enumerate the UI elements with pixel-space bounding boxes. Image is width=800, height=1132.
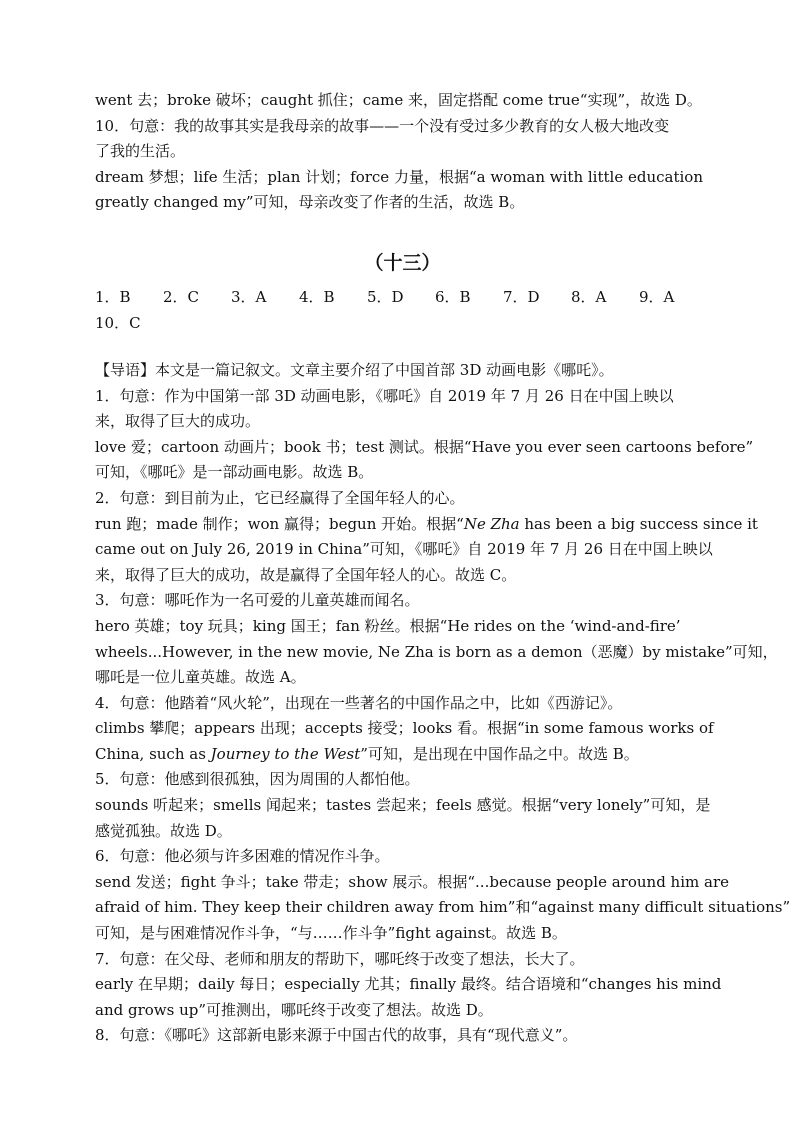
top-paragraph — [95, 88, 710, 216]
text-run: has been a big success since it — [519, 514, 758, 533]
text-line: afraid of him. They keep their children away from him”和“against many difficult situations” — [95, 898, 791, 917]
answer-item: 9．A — [639, 287, 675, 306]
answer-item: 8．A — [571, 287, 607, 306]
text-line: sounds 听起来；smells 闻起来；tastes 尝起来；feels 感觉。根据“very lonely”可知，是 — [95, 796, 711, 815]
text-line: and grows up”可推测出，哪吒终于改变了想法。故选 D。 — [95, 1000, 493, 1019]
text-line: 哪吒是一位儿童英雄。故选 A。 — [95, 668, 306, 687]
text-line: 1．句意：作为中国第一部 3D 动画电影，《哪吒》自 2019 年 7 月 26 日在中国上映以 — [95, 386, 674, 405]
answer-item: 5．D — [367, 287, 404, 306]
answer-item: 10．C — [95, 313, 141, 332]
text-line: 8．句意：《哪吒》这部新电影来源于中国古代的故事，具有“现代意义”。 — [95, 1026, 578, 1045]
text-line: hero 英雄；toy 玩具；king 国王；fan 粉丝。根据“He rides on the ‘wind-and-fire’ — [95, 616, 681, 635]
text-line: dream 梦想；life 生活；plan 计划；force 力量，根据“a woman with little education — [95, 167, 703, 186]
text-line: wheels...However, in the new movie, Ne Zha is born as a demon（恶魔）by mistake”可知， — [95, 642, 778, 661]
document-page — [95, 88, 791, 1049]
text-line: 2．句意：到目前为止，它已经赢得了全国年轻人的心。 — [95, 488, 465, 507]
text-line: send 发送；fight 争斗；take 带走；show 展示。根据“...because people around him are — [95, 872, 730, 891]
text-line: 可知，《哪吒》是一部动画电影。故选 B。 — [95, 463, 374, 482]
text-line: 4．句意：他踏着“风火轮”，出现在一些著名的中国作品之中，比如《西游记》。 — [95, 693, 623, 712]
italic-title: Journey to the West — [210, 744, 361, 763]
answer-item: 4．B — [299, 287, 335, 306]
text-line: love 爱；cartoon 动画片；book 书；test 测试。根据“Have you ever seen cartoons before” — [95, 437, 754, 456]
text-line: 10．句意：我的故事其实是我母亲的故事——一个没有受过多少教育的女人极大地改变 — [95, 116, 670, 135]
text-run: run 跑；made 制作；won 赢得；begun 开始。根据“ — [95, 514, 464, 533]
text-line: early 在早期；daily 每日；especially 尤其；finally 最终。结合语境和“changes his mind — [95, 975, 722, 994]
italic-title: Ne Zha — [463, 514, 520, 533]
text-line: 3．句意：哪吒作为一名可爱的儿童英雄而闻名。 — [95, 591, 420, 610]
text-line: 来，取得了巨大的成功，故是赢得了全国年轻人的心。故选 C。 — [95, 565, 517, 584]
text-line: greatly changed my”可知，母亲改变了作者的生活，故选 B。 — [95, 193, 525, 212]
text-line: 来，取得了巨大的成功。 — [95, 412, 261, 431]
text-line: went 去；broke 破坏；caught 抓住；came 来，固定搭配 come true“实现”，故选 D。 — [95, 91, 702, 109]
answer-item: 6．B — [435, 287, 471, 306]
answer-row — [95, 310, 710, 336]
text-line: 可知，是与困难情况作斗争，“与……作斗争”fight against。故选 B。 — [95, 924, 567, 943]
text-run: China, such as — [95, 744, 211, 763]
text-line: 7．句意：在父母、老师和朋友的帮助下，哪吒终于改变了想法，长大了。 — [95, 949, 585, 968]
text-line: 5．句意：他感到很孤独，因为周围的人都怕他。 — [95, 770, 420, 789]
answer-item: 2．C — [163, 287, 200, 306]
answer-row — [95, 284, 710, 310]
text-line: 【导语】本文是一篇记叙文。文章主要介绍了中国首部 3D 动画电影《哪吒》。 — [95, 360, 614, 379]
text-line — [95, 742, 710, 768]
text-line — [95, 512, 758, 538]
text-run: ”可知，是出现在中国作品之中。故选 B。 — [360, 744, 639, 763]
answer-item: 3．A — [231, 287, 267, 306]
section-title: （十三） — [364, 251, 441, 274]
text-line: came out on July 26, 2019 in China”可知，《哪吒》自 2019 年 7 月 26 日在中国上映以 — [95, 540, 713, 559]
text-line: 感觉孤独。故选 D。 — [95, 821, 232, 840]
text-line: 6．句意：他必须与许多困难的情况作斗争。 — [95, 847, 390, 866]
answer-item: 7．D — [503, 287, 540, 306]
answer-key — [95, 284, 710, 336]
explanation — [95, 358, 791, 1049]
text-line: 了我的生活。 — [95, 142, 186, 161]
answer-item: 1．B — [95, 287, 131, 306]
text-line: climbs 攀爬；appears 出现；accepts 接受；looks 看。根据“in some famous works of — [95, 719, 714, 738]
